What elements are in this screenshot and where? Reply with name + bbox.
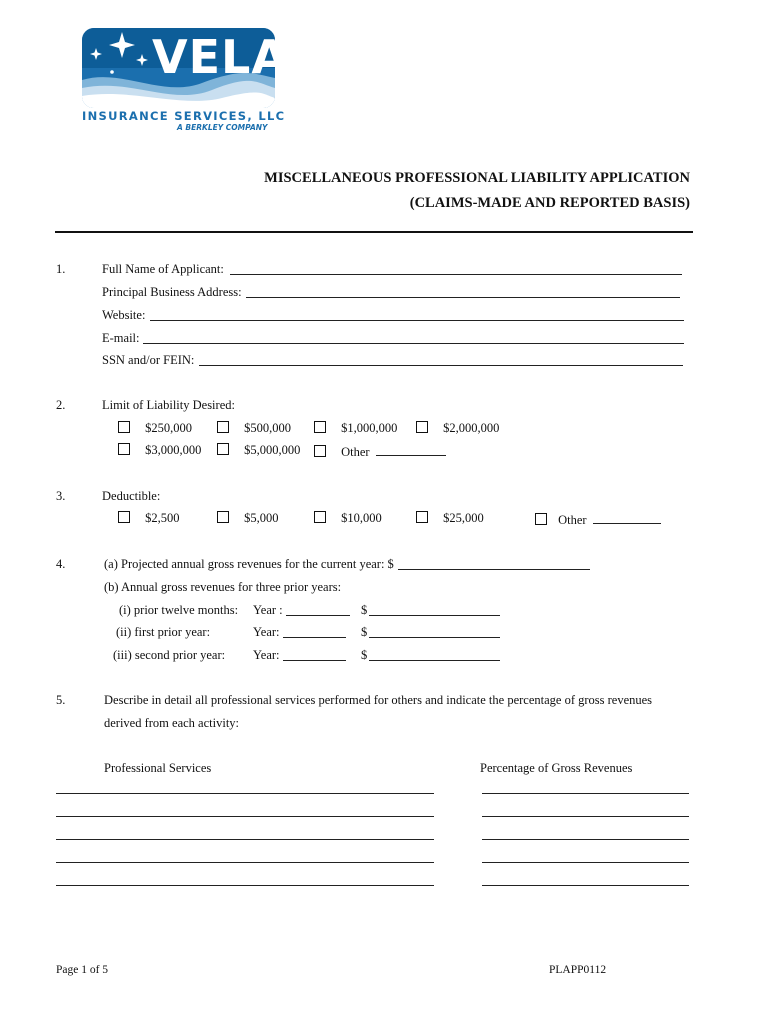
q4-number: 4. [56, 557, 66, 571]
full-name-label: Full Name of Applicant: [102, 262, 224, 276]
q4a-field[interactable] [398, 569, 590, 570]
deductible-option-10000[interactable]: $10,000 [314, 511, 382, 526]
q4-row2-year-label: Year: [253, 625, 280, 639]
checkbox[interactable] [314, 421, 326, 433]
checkbox[interactable] [118, 421, 130, 433]
percentage-field-1[interactable] [482, 793, 689, 794]
checkbox[interactable] [118, 443, 130, 455]
limit-other-field[interactable] [376, 443, 446, 456]
q4b-label: (b) Annual gross revenues for three prior years: [104, 580, 342, 594]
q4-row1-year-label: Year : [253, 603, 283, 617]
address-label: Principal Business Address: [102, 285, 242, 299]
deductible-option-25000[interactable]: $25,000 [416, 511, 484, 526]
service-field-2[interactable] [56, 816, 434, 817]
service-field-3[interactable] [56, 839, 434, 840]
q4-row3-amount-field[interactable] [369, 660, 500, 661]
website-field[interactable] [150, 320, 684, 321]
q3-number: 3. [56, 489, 66, 503]
checkbox[interactable] [416, 421, 428, 433]
deductible-option-other[interactable]: Other [535, 511, 661, 528]
checkbox[interactable] [217, 443, 229, 455]
limit-option-1m[interactable]: $1,000,000 [314, 421, 397, 436]
q4-row1-year-field[interactable] [286, 615, 350, 616]
full-name-field[interactable] [230, 274, 682, 275]
email-label: E-mail: [102, 331, 140, 345]
q4-row1-amount-field[interactable] [369, 615, 500, 616]
logo-brand: VELA [152, 30, 288, 84]
q4-row2-amount-field[interactable] [369, 637, 500, 638]
q4-row1-dollar: $ [361, 603, 368, 617]
website-label: Website: [102, 308, 146, 322]
checkbox[interactable] [217, 511, 229, 523]
page-number: Page 1 of 5 [56, 964, 109, 976]
limit-option-250k[interactable]: $250,000 [118, 421, 192, 436]
percentage-field-5[interactable] [482, 885, 689, 886]
address-field[interactable] [246, 297, 680, 298]
limit-option-other[interactable]: Other [314, 443, 446, 460]
percentage-column-header: Percentage of Gross Revenues [480, 761, 633, 775]
deductible-option-2500[interactable]: $2,500 [118, 511, 180, 526]
checkbox[interactable] [118, 511, 130, 523]
logo-line2: A BERKLEY COMPANY [177, 123, 268, 132]
deductible-other-field[interactable] [593, 511, 661, 524]
limit-option-3m[interactable]: $3,000,000 [118, 443, 201, 458]
q4-row3-dollar: $ [361, 648, 368, 662]
q5-text-line2: derived from each activity: [104, 716, 240, 730]
q4-row1-label: (i) prior twelve months: [119, 603, 239, 617]
q5-number: 5. [56, 693, 66, 707]
checkbox[interactable] [217, 421, 229, 433]
email-field[interactable] [143, 343, 684, 344]
q4-row3-year-label: Year: [253, 648, 280, 662]
percentage-field-3[interactable] [482, 839, 689, 840]
limit-option-500k[interactable]: $500,000 [217, 421, 291, 436]
limit-label: Limit of Liability Desired: [102, 398, 235, 412]
percentage-field-4[interactable] [482, 862, 689, 863]
q2-number: 2. [56, 398, 66, 412]
form-code: PLAPP0112 [549, 964, 607, 976]
q4-row3-year-field[interactable] [283, 660, 346, 661]
checkbox[interactable] [416, 511, 428, 523]
q4-row2-label: (ii) first prior year: [116, 625, 211, 639]
checkbox[interactable] [314, 445, 326, 457]
q4a-label: (a) Projected annual gross revenues for the current year: $ [104, 557, 394, 571]
q5-text-line1: Describe in detail all professional services performed for others and indicate the percentage of gross revenues [104, 693, 653, 707]
checkbox[interactable] [535, 513, 547, 525]
percentage-field-2[interactable] [482, 816, 689, 817]
services-column-header: Professional Services [104, 761, 212, 775]
ssn-field[interactable] [199, 365, 683, 366]
page-subtitle: (CLAIMS-MADE AND REPORTED BASIS) [409, 195, 690, 211]
q4-row2-year-field[interactable] [283, 637, 346, 638]
service-field-4[interactable] [56, 862, 434, 863]
q4-row3-label: (iii) second prior year: [113, 648, 226, 662]
vela-logo [82, 28, 288, 133]
page-title: MISCELLANEOUS PROFESSIONAL LIABILITY APPLICATION [264, 170, 690, 186]
deductible-option-5000[interactable]: $5,000 [217, 511, 279, 526]
service-field-5[interactable] [56, 885, 434, 886]
limit-option-2m[interactable]: $2,000,000 [416, 421, 499, 436]
ssn-label: SSN and/or FEIN: [102, 353, 195, 367]
q1-number: 1. [56, 262, 66, 276]
checkbox[interactable] [314, 511, 326, 523]
service-field-1[interactable] [56, 793, 434, 794]
q4-row2-dollar: $ [361, 625, 368, 639]
logo-line1: INSURANCE SERVICES, LLC [82, 109, 286, 123]
deductible-label: Deductible: [102, 489, 161, 503]
limit-option-5m[interactable]: $5,000,000 [217, 443, 300, 458]
title-divider [55, 231, 693, 233]
